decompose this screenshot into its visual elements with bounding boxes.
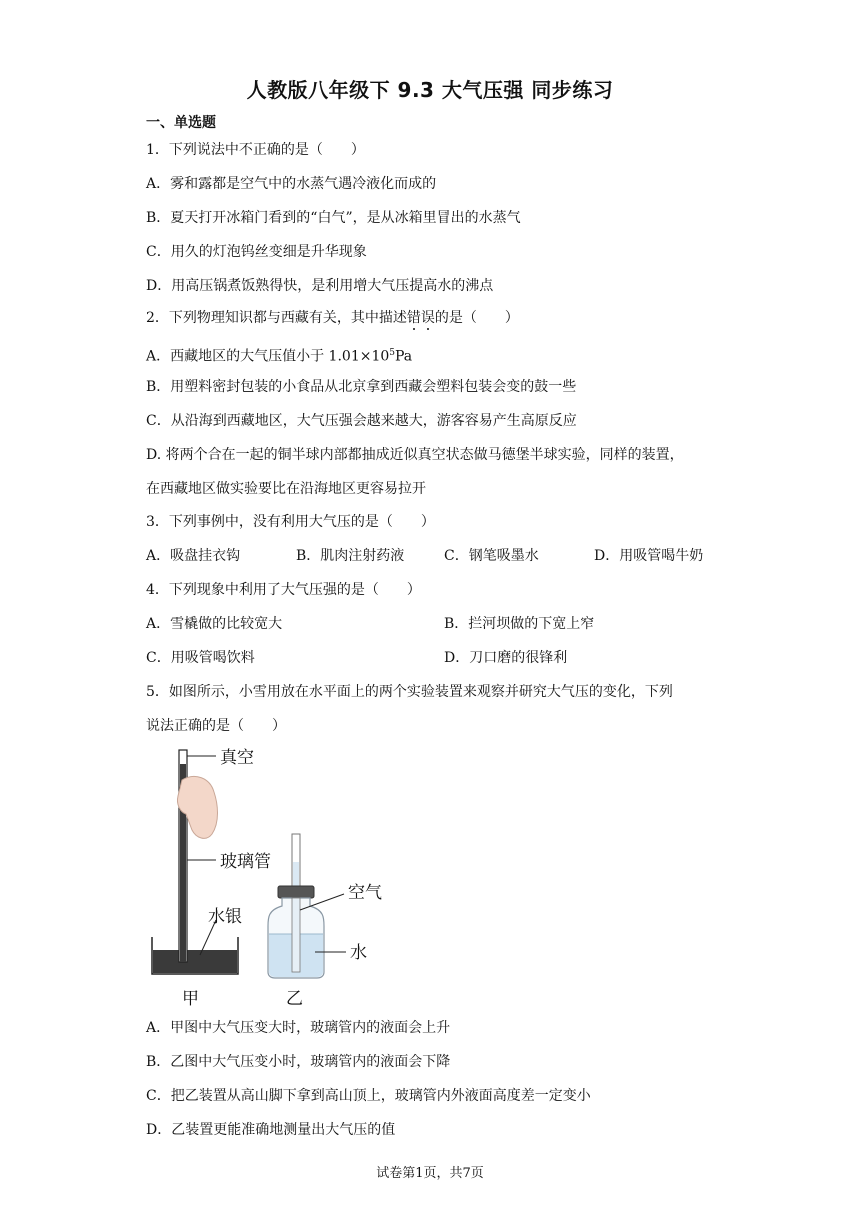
q2-stem-before: 2．下列物理知识都与西藏有关，其中描述 [146,310,407,326]
q4-option-b: B．拦河坝做的下宽上窄 [444,616,595,632]
label-air: 空气 [348,883,382,903]
q5-option-d: D．乙装置更能准确地测量出大气压的值 [146,1122,396,1138]
q5-option-c: C．把乙装置从高山脚下拿到高山顶上，玻璃管内外液面高度差一定变小 [146,1088,591,1104]
q4-option-a: A．雪橇做的比较宽大 [146,616,283,632]
page-title: 人教版八年级下 9.3 大气压强 同步练习 [246,78,614,102]
q5-stem-line1: 5．如图所示，小雪用放在水平面上的两个实验装置来观察并研究大气压的变化，下列 [146,684,673,700]
q2-stem-emphasis-1: 错 [406,310,421,326]
q2-stem [146,308,519,328]
barometer-figure [140,742,430,1012]
q2-option-a [146,343,412,367]
label-jia: 甲 [182,989,199,1009]
q2-option-a-exponent: 5 [389,348,396,358]
q3-option-c: C．钢笔吸墨水 [444,548,539,564]
label-yi: 乙 [286,989,303,1009]
q2-stem-emphasis-2: 误 [420,310,435,326]
q4-stem: 4．下列现象中利用了大气压强的是（ ） [146,582,421,598]
q1-option-a: A．雾和露都是空气中的水蒸气遇冷液化而成的 [146,176,437,192]
bottle-cap [278,886,314,898]
q3-stem: 3．下列事例中，没有利用大气压的是（ ） [146,514,435,530]
q3-option-a: A．吸盘挂衣钩 [146,548,241,564]
page-footer: 试卷第1页，共7页 [376,1166,484,1181]
section-heading: 一、单选题 [146,115,216,131]
q2-option-b: B．用塑料密封包装的小食品从北京拿到西藏会塑料包装会变的鼓一些 [146,379,577,395]
q2-option-a-unit: Pa [395,348,413,365]
q1-option-d: D．用高压锅煮饭熟得快，是利用增大气压提高水的沸点 [146,278,494,294]
q4-option-d: D．刀口磨的很锋利 [444,650,568,666]
q5-option-a: A．甲图中大气压变大时，玻璃管内的液面会上升 [146,1020,451,1036]
q1-option-c: C．用久的灯泡钨丝变细是升华现象 [146,244,367,260]
label-vacuum: 真空 [220,748,254,768]
q3-option-b: B．肌肉注射药液 [296,548,405,564]
mercury-trough [153,950,237,973]
q5-stem-line2: 说法正确的是（ ） [146,718,286,734]
q2-option-a-text: A．西藏地区的大气压值小于 1.01×10 [146,348,390,365]
q2-stem-after: 的是（ ） [434,310,519,326]
label-glass-tube: 玻璃管 [220,852,271,872]
q1-option-b: B．夏天打开冰箱门看到的“白气”，是从冰箱里冒出的水蒸气 [146,210,521,226]
q2-option-d-line1: D. 将两个合在一起的铜半球内部都抽成近似真空状态做马德堡半球实验，同样的装置， [146,447,684,463]
bottle-apparatus [268,834,346,978]
q2-option-c: C．从沿海到西藏地区，大气压强会越来越大，游客容易产生高原反应 [146,413,577,429]
q4-option-c: C．用吸管喝饮料 [146,650,255,666]
q5-option-b: B．乙图中大气压变小时，玻璃管内的液面会下降 [146,1054,451,1070]
q2-option-d-line2: 在西藏地区做实验要比在沿海地区更容易拉开 [146,481,426,497]
label-mercury: 水银 [208,907,242,927]
q3-option-d: D．用吸管喝牛奶 [594,548,704,564]
q1-stem: 1．下列说法中不正确的是（ ） [146,142,365,158]
label-water: 水 [350,943,367,963]
